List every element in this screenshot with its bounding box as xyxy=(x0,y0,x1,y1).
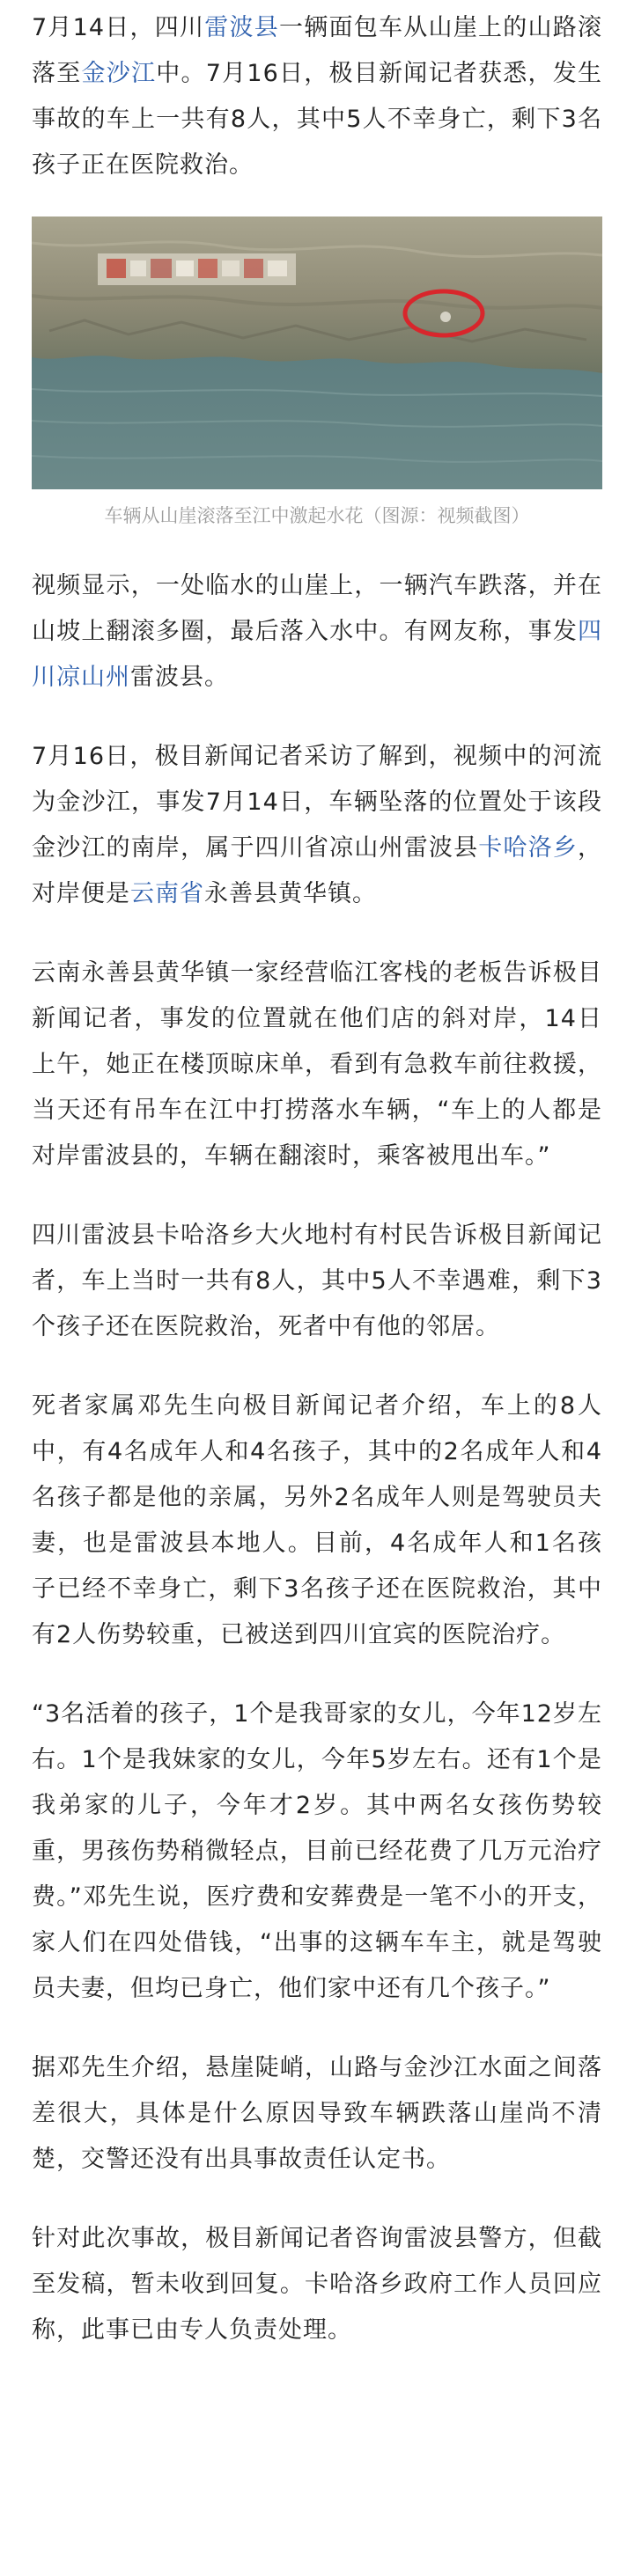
keyword-link-yunnan[interactable]: 云南省 xyxy=(130,880,204,907)
paragraph-6: 死者家属邓先生向极目新闻记者介绍，车上的8人中，有4名成年人和4名孩子，其中的2名成年人和4名孩子都是他的亲属，另外2名成年人则是驾驶员夫妻，也是雷波县本地人。目前，4名成年人和1名孩子已经不幸身亡，剩下3名孩子还在医院救治，其中有2人伤势较重，已被送到四川宜宾的医院治疗。 xyxy=(32,1392,602,1648)
keyword-link-kahaluo[interactable]: 卡哈洛乡 xyxy=(478,834,579,862)
keyword-link-liangshan[interactable]: 四川凉山州 xyxy=(32,618,602,691)
spacer xyxy=(32,2183,602,2216)
keyword-link-leibo[interactable]: 雷波县 xyxy=(204,14,280,41)
news-figure xyxy=(32,217,602,530)
paragraph-text: 一辆面包车从山崖上的山路滚落至 xyxy=(32,14,603,87)
spacer xyxy=(32,1350,602,1383)
paragraph-1 xyxy=(32,0,602,188)
paragraph-4: 云南永善县黄华镇一家经营临江客栈的老板告诉极目新闻记者，事发的位置就在他们店的斜对岸，14日上午，她正在楼顶晾床单，看到有急救车前往救援，当天还有吊车在江中打捞落水车辆，“车上的人都是对岸雷波县的，车辆在翻滚时，乘客被甩出车。” xyxy=(32,959,602,1170)
paragraph-7: “3名活着的孩子，1个是我哥家的女儿，今年12岁左右。1个是我妹家的女儿，今年5岁左右。还有1个是我弟家的儿子，今年才2岁。其中两名女孩伤势较重，男孩伤势稍微轻点，目前已经花费了几万元治疗费。”邓先生说，医疗费和安葬费是一笔不小的开支，家人们在四处借钱，“出事的这辆车车主，就是驾驶员夫妻，但均已身亡，他们家中还有几个孩子。” xyxy=(32,1700,602,2002)
paragraph-text: 视频显示，一处临水的山崖上，一辆汽车跌落，并在山坡上翻滚多圈，最后落入水中。有网友称，事发 xyxy=(32,572,602,645)
paragraph-3 xyxy=(32,734,602,917)
paragraph-8: 据邓先生介绍，悬崖陡峭，山路与金沙江水面之间落差很大，具体是什么原因导致车辆跌落山崖尚不清楚，交警还没有出具事故责任认定书。 xyxy=(32,2054,602,2173)
paragraph-text: 永善县黄华镇。 xyxy=(204,880,377,907)
river-cliff-scene xyxy=(32,217,602,489)
paragraph-5: 四川雷波县卡哈洛乡大火地村有村民告诉极目新闻记者，车上当时一共有8人，其中5人不幸遇难，剩下3个孩子还在医院救治，死者中有他的邻居。 xyxy=(32,1222,602,1340)
paragraph-text: 雷波县。 xyxy=(130,664,229,691)
video-screenshot-image[interactable] xyxy=(32,217,602,489)
paragraph-9: 针对此次事故，极目新闻记者咨询雷波县警方，但截至发稿，暂未收到回复。卡哈洛乡政府工作人员回应称，此事已由专人负责处理。 xyxy=(32,2225,602,2344)
spacer xyxy=(32,701,602,734)
paragraph-text: 7月16日，极目新闻记者采访了解到，视频中的河流为金沙江，事发7月14日，车辆坠落的位置处于该段金沙江的南岸，属于四川省凉山州雷波县 xyxy=(32,743,602,862)
paragraph-text: 中。7月16日，极目新闻记者获悉，发生事故的车上一共有8人，其中5人不幸身亡，剩下3名孩子正在医院救治。 xyxy=(32,60,602,179)
paragraph-text: 7月14日，四川 xyxy=(32,14,205,41)
keyword-link-jinsha-river[interactable]: 金沙江 xyxy=(81,60,157,87)
spacer xyxy=(32,1179,602,1213)
image-caption: 车辆从山崖滚落至江中激起水花（图源：视频截图） xyxy=(104,505,530,526)
paragraph-2 xyxy=(32,563,602,701)
paragraph-text: ，对岸便是 xyxy=(32,834,603,907)
spacer xyxy=(32,530,602,563)
spacer xyxy=(32,1658,602,1692)
spacer xyxy=(32,917,602,950)
spacer xyxy=(32,2012,602,2045)
